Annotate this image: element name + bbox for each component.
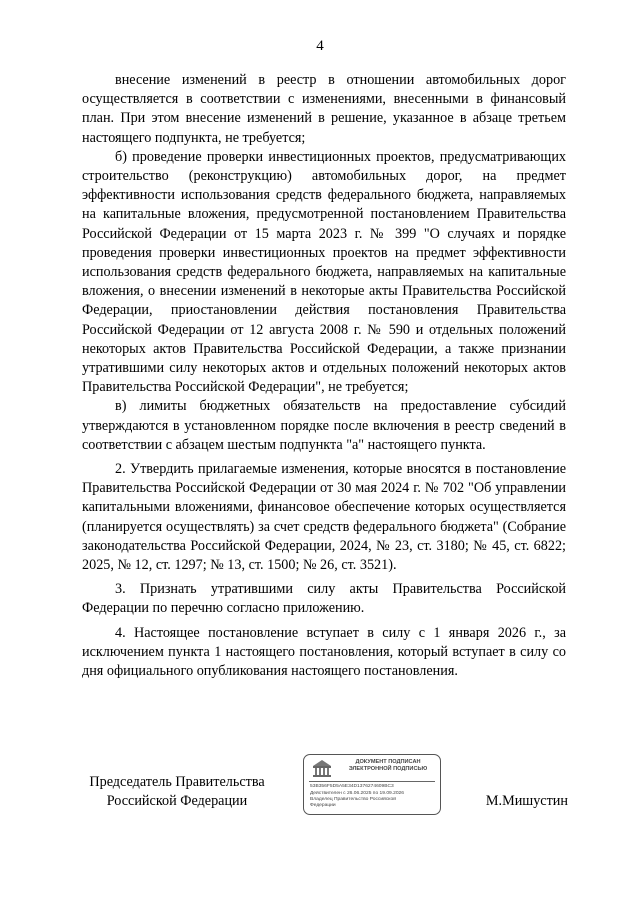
signatory-position xyxy=(82,773,272,811)
paragraph: б) проведение проверки инвестиционных проектов, предусматривающих строительство (реконструкцию) автомобильных дорог, на предмет эффективности использования средств федерального бюджета, направляемых на капитальные вложения, предусмотренной постановлением Правительства Российской Федерации от 15 марта 2023 г. № 399 "О случаях и порядке проведения проверки инвестиционных проектов на предмет эффективности использования средств федерального бюджета, направляемых на капитальные вложения, о внесении изменений в некоторые акты Правительства Российской Федерации, приостановлении действия постановления Правительства Российской Федерации от 12 августа 2008 г. № 590 и отдельных положений некоторых актов Правительства Российской Федерации, а также признании утратившими силу некоторых актов и отдельных положений некоторых актов Правительства Российской Федерации", не требуется; xyxy=(82,148,566,396)
paragraph: 3. Признать утратившими силу акты Правительства Российской Федерации по перечню согласно приложению. xyxy=(82,581,566,617)
government-building-icon xyxy=(310,759,334,779)
electronic-signature-stamp xyxy=(303,754,441,815)
stamp-owner: Владелец Правительство Российской xyxy=(310,797,396,802)
stamp-validity: Действителен с 26.06.2025 по 19.09.2026 xyxy=(310,791,404,796)
stamp-divider xyxy=(309,781,435,782)
stamp-title: ДОКУМЕНТ ПОДПИСАН ЭЛЕКТРОННОЙ ПОДПИСЬЮ xyxy=(348,759,428,772)
document-body xyxy=(82,71,566,681)
position-line: Российской Федерации xyxy=(106,793,248,809)
paragraph: 2. Утвердить прилагаемые изменения, которые вносятся в постановление Правительства Российской Федерации от 30 мая 2024 г. № 702 "Об управлении капитальными вложениями, финансовое обеспечение которых осуществляется (планируется осуществлять) за счет средств федерального бюджета" (Собрание законодательства Российской Федерации, 2024, № 23, ст. 3180; № 45, ст. 6822; 2025, № 12, ст. 1297; № 13, ст. 1500; № 26, ст. 3521). xyxy=(82,461,566,574)
stamp-serial: 53B356F5D5A5E34D1376274609BC3 xyxy=(310,784,394,789)
paragraph: в) лимиты бюджетных обязательств на предоставление субсидий утверждаются в установленном порядке после включения в реестр сведений в соответствии с абзацем шестым подпункта "а" настоящего пункта. xyxy=(82,398,566,453)
paragraph: 4. Настоящее постановление вступает в силу с 1 января 2026 г., за исключением пункта 1 настоящего постановления, который вступает в силу со дня официального опубликования настоящего постановления. xyxy=(82,624,566,680)
position-line: Председатель Правительства xyxy=(89,774,265,790)
stamp-owner: Федерации xyxy=(310,803,336,808)
paragraph: внесение изменений в реестр в отношении автомобильных дорог осуществляется в соответствии с изменениями, внесенными в финансовый план. При этом внесение изменений в решение, указанное в абзаце третьем настоящего подпункта, не требуется; xyxy=(82,72,566,146)
page-number: 4 xyxy=(316,38,324,54)
signatory-name: М.Мишустин xyxy=(485,793,568,809)
